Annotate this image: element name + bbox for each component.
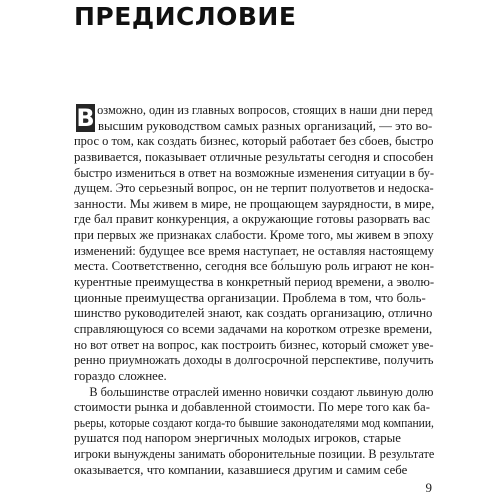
text-line: где бал правит конкуренция, а окружающие готовы разорвать вас [74, 212, 431, 227]
text-line: рьеры, которые создают когда-то бывшие законодателями мод компании, [74, 415, 434, 430]
text-line: рушатся под напором энергичных молодых игроков, старые [74, 431, 401, 446]
text-line: игроки вынуждены занимать оборонительные позиции. В результате [74, 447, 435, 462]
text-line: курентные преимущества в конкретный период времени, а эволю- [74, 275, 435, 290]
text-line: оказывается, что компании, казавшиеся другим и самим себе [74, 462, 408, 477]
text-line: ренно приумножать доходы в долгосрочной перспективе, получить [74, 353, 434, 368]
text-line: высшим руководством самых разных организаций, — это во- [98, 118, 433, 133]
paragraph-2 [74, 385, 434, 479]
drop-cap: В [76, 104, 95, 132]
text-line: но вот ответ на вопрос, как построить бизнес, который сможет уве- [74, 337, 434, 352]
text-line: справляющуюся со всеми задачами на коротком отрезке времени, [74, 321, 433, 336]
page-number: 9 [425, 480, 432, 495]
text-line: гораздо сложнее. [74, 368, 167, 383]
text-line: стоимости рынка и добавленной стоимости. По мере того как ба- [74, 400, 430, 415]
text-line: прос о том, как создать бизнес, который работает без сбоев, быстро [74, 134, 434, 149]
text-line: развивается, показывает отличные результаты сегодня и способен [74, 149, 434, 164]
text-line: озможно, один из главных вопросов, стоящих в наши дни перед [97, 103, 433, 117]
text-line: при первых же признаках слабости. Кроме того, мы живем в эпоху [74, 228, 434, 243]
text-line: дущем. Это серьезный вопрос, он не терпит полуответов и недоска- [74, 181, 434, 196]
text-line: изменений: будущее все время наступает, не оставляя настоящему [74, 243, 435, 258]
chapter-heading: ПРЕДИСЛОВИЕ [74, 2, 297, 31]
text-line: ционные преимущества организации. Проблема в том, что боль- [74, 290, 426, 305]
paragraph-1 [74, 103, 434, 385]
body-text [74, 103, 434, 478]
text-line: места. Соответственно, сегодня все бо́льшую роль играют не кон- [74, 259, 434, 274]
text-line: занности. Мы живем в мире, не прощающем заурядности, в мире, [74, 196, 435, 211]
text-line: быстро измениться в ответ на возможные изменения ситуации в бу- [74, 165, 435, 180]
text-line: шинство руководителей знают, как создать организацию, отлично [74, 306, 433, 321]
text-line: В большинстве отраслей именно новички создают львиную долю [89, 384, 434, 399]
